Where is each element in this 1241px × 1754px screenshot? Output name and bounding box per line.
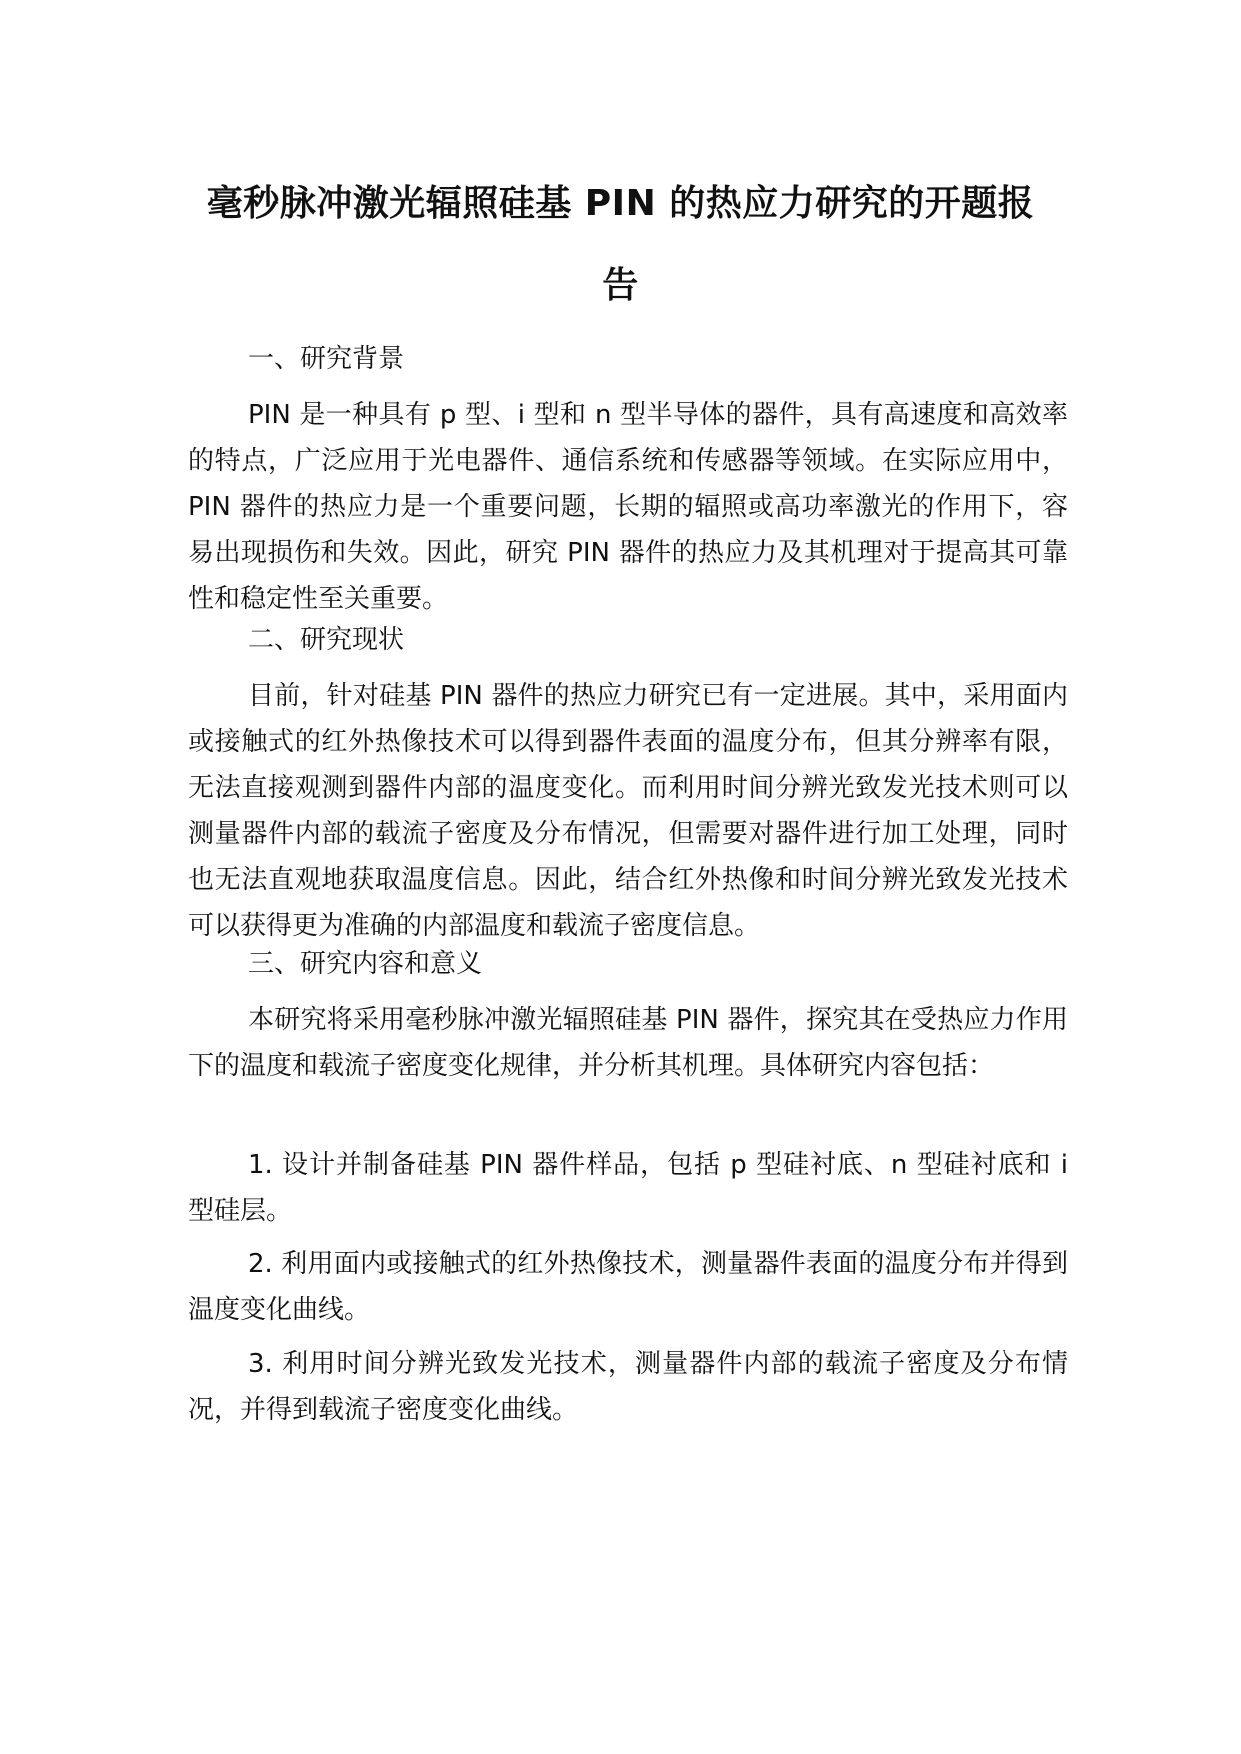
paragraph-content-intro: 本研究将采用毫秒脉冲激光辐照硅基 PIN 器件，探究其在受热应力作用下的温度和载流子密度变化规律，并分析其机理。具体研究内容包括： [188, 1005, 1068, 1081]
section-heading-background: 一、研究背景 [248, 344, 405, 374]
list-item-1: 1. 设计并制备硅基 PIN 器件样品，包括 p 型硅衬底、n 型硅衬底和 i 型硅层。 [188, 1150, 1068, 1226]
list-item-2: 2. 利用面内或接触式的红外热像技术，测量器件表面的温度分布并得到温度变化曲线。 [188, 1249, 1068, 1325]
document-title-line-2: 告 [602, 265, 639, 306]
section-heading-content: 三、研究内容和意义 [248, 949, 483, 979]
paragraph-background: PIN 是一种具有 p 型、i 型和 n 型半导体的器件，具有高速度和高效率的特点，广泛应用于光电器件、通信系统和传感器等领域。在实际应用中，PIN 器件的热应力是一个重要问题，长期的辐照或高功率激光的作用下，容易出现损伤和失效。因此，研究 PIN 器件的热应力及其机理对于提高其可靠性和稳定性至关重要。 [188, 400, 1068, 614]
document-title-line-1: 毫秒脉冲激光辐照硅基 PIN 的热应力研究的开题报 [206, 183, 1035, 224]
list-item-3: 3. 利用时间分辨光致发光技术，测量器件内部的载流子密度及分布情况，并得到载流子密度变化曲线。 [188, 1349, 1068, 1425]
paragraph-status: 目前，针对硅基 PIN 器件的热应力研究已有一定进展。其中，采用面内或接触式的红外热像技术可以得到器件表面的温度分布，但其分辨率有限，无法直接观测到器件内部的温度变化。而利用时间分辨光致发光技术则可以测量器件内部的载流子密度及分布情况，但需要对器件进行加工处理，同时也无法直观地获取温度信息。因此，结合红外热像和时间分辨光致发光技术可以获得更为准确的内部温度和载流子密度信息。 [188, 681, 1068, 941]
section-heading-status: 二、研究现状 [248, 625, 405, 655]
